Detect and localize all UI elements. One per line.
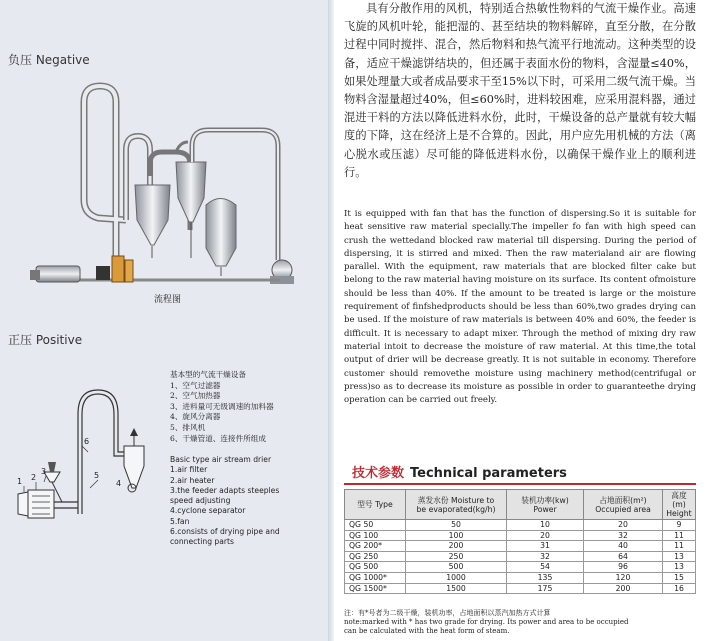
note-en-line1: note:marked with * has two grade for drying. Its power and area to be occupied xyxy=(344,617,629,626)
tech-params-heading xyxy=(352,462,567,481)
positive-pressure-schematic xyxy=(14,378,164,528)
en-item: connecting parts xyxy=(170,537,234,547)
heading-rule xyxy=(344,483,696,485)
positive-title: 正压 Positive xyxy=(8,333,83,347)
component-list-cn xyxy=(170,370,274,444)
en-item: 6.consists of drying pipe and xyxy=(170,527,280,537)
cn-item: 3、进料量可无级调速的加料器 xyxy=(170,401,274,411)
header-moisture: 蒸发水份 Moisture to be evaporated(kg/h) xyxy=(406,490,507,520)
en-item: 4.cyclone separator xyxy=(170,506,246,516)
header-area: 占地面积(m²) Occupied area xyxy=(584,490,663,520)
panel-edge xyxy=(328,0,334,641)
note-en-line2: can be calculated with the heat form of steam. xyxy=(344,626,510,635)
schematic-label-3: 3 xyxy=(41,467,47,476)
table-header-row xyxy=(345,490,696,520)
component-list-en xyxy=(170,455,280,548)
cn-item: 4、旋风分离器 xyxy=(170,412,221,422)
cn-item: 1、空气过滤器 xyxy=(170,380,221,390)
negative-title: 负压 Negative xyxy=(8,53,90,67)
cn-item: 2、空气加热器 xyxy=(170,391,221,401)
tech-title-en: Technical parameters xyxy=(410,466,567,481)
en-item: 5.fan xyxy=(170,516,190,526)
table-row: QG 1500* 1500 175 200 16 xyxy=(345,583,696,594)
tech-params-table xyxy=(344,489,696,594)
flow-chart-caption: 流程图 xyxy=(154,295,182,305)
cn-item: 基本型的气流干燥设备 xyxy=(170,370,246,379)
schematic-label-1: 1 xyxy=(17,477,23,486)
header-power: 装机功率(kw) Power xyxy=(507,490,584,520)
note-cn: 注：有*号者为二级干燥，装机功率，占地面积以蒸汽加热方式计算 xyxy=(344,609,551,617)
en-item: Basic type air stream drier xyxy=(170,455,272,464)
table-row: QG 1000* 1000 135 120 15 xyxy=(345,572,696,583)
en-item: 1.air filter xyxy=(170,465,208,475)
description-english: It is equipped with fan that has the function of dispersing.So it is suitable for heat sensitive raw material specially.The impeller fo fan with high speed can crush the wettedand blocked raw material till dispersing. During the period of dispersing, it is stirred and mixed. Then the raw materialand air are flowing parallel. With the equipment, raw materials that are blocked filter cake but belong to the raw material having moisture on its surface. Its content ofmoisture should be less than 40%. If the amount to be treated is large or the moisture requirement of finfshedproducts should be less than 60%,two grades drying can be used. If the moisture of raw materials is between 40% and 60%, the feeder is difficult. It is necessary to adapt mixer. Through the method of mixing dry raw material intoit to decrease the moisture of raw material. At this time,the total output of drier will be decrease greatly. It is not suitable in economy. Therefore customer should removethe moisture using machinery method(centrifugal or press)so as to decrease its moisture as possible in order to guaranteethe drying operation can be carried out freely. xyxy=(344,209,696,406)
negative-pressure-flow-diagram xyxy=(30,80,310,292)
table-note xyxy=(344,609,704,635)
en-item: 3.the feeder adapts steeples xyxy=(170,485,280,495)
schematic-label-2: 2 xyxy=(31,473,37,482)
tech-title-cn: 技术参数 xyxy=(352,466,405,481)
table-row: QG 500 500 54 96 13 xyxy=(345,562,696,573)
cn-item: 5、排风机 xyxy=(170,422,206,432)
table-row: QG 200* 200 31 40 11 xyxy=(345,541,696,552)
header-height: 高度(m) Height xyxy=(663,490,696,520)
description-chinese: 具有分散作用的风机，特别适合热敏性物料的气流干燥作业。高速飞旋的风机叶轮，能把湿的、甚至结块的物料解碎，直至分散，在分散过程中同时搅拌、混合，然后物料和热气流平行地流动。这种类型的设备，适应干燥滤饼结块的，但还属于表面水份的物料，含湿量≤40%，如果处理量大或者成品要求干至15%以下时，可采用二级气流干燥。当物料含湿量超过40%，但≤60%时，进料较困难，应采用混料器，通过混进干料的方法以降低进料水份，此时，干燥设备的总产量就有较大幅度的下降，这在经济上是不合算的。因此，用户应先用机械的方法（离心脱水或压滤）尽可能的降低进料水份，以确保干燥作业上的顺利进行。 xyxy=(344,2,696,179)
schematic-label-6: 6 xyxy=(84,437,90,446)
header-type: 型号 Type xyxy=(345,490,406,520)
cn-item: 6、干燥管道、连接件所组成 xyxy=(170,433,266,443)
en-item: speed adjusting xyxy=(170,496,231,506)
en-item: 2.air heater xyxy=(170,475,215,485)
schematic-label-4: 4 xyxy=(116,479,122,488)
table-row: QG 50 50 10 20 9 xyxy=(345,520,696,531)
table-row: QG 100 100 20 32 11 xyxy=(345,530,696,541)
schematic-label-5: 5 xyxy=(94,471,100,480)
table-row: QG 250 250 32 64 13 xyxy=(345,551,696,562)
